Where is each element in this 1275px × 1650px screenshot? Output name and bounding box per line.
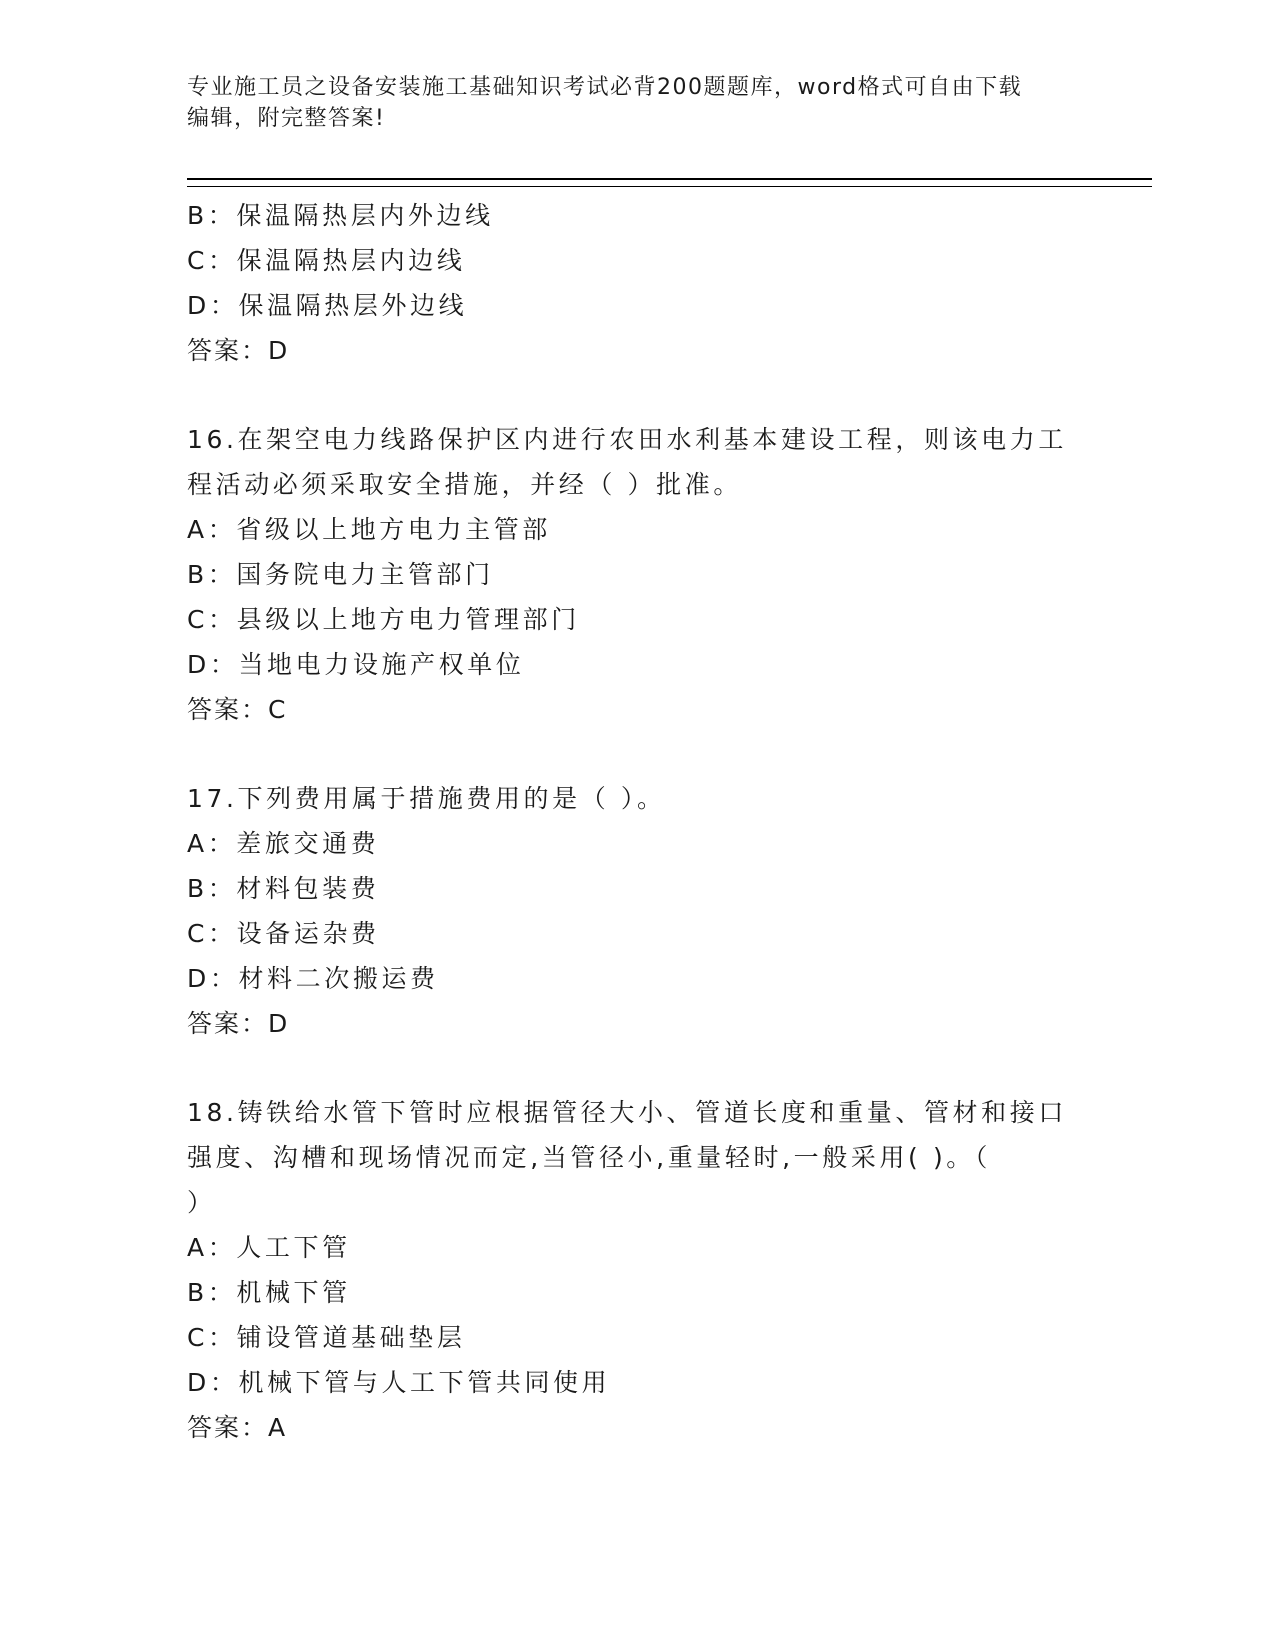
question-16	[187, 417, 1152, 732]
answer: 答案：A	[187, 1413, 288, 1442]
option-d: D：材料二次搬运费	[187, 964, 439, 993]
question-stem-line-2: 程活动必须采取安全措施，并经（ ）批准。	[187, 470, 742, 499]
question-stem-line-1: 18.铸铁给水管下管时应根据管径大小、管道长度和重量、管材和接口	[187, 1098, 1067, 1127]
option-c: C：设备运杂费	[187, 919, 380, 948]
document-page	[187, 72, 1152, 1450]
answer: 答案：D	[187, 336, 290, 365]
option-c: C：县级以上地方电力管理部门	[187, 605, 580, 634]
header-line-2: 编辑，附完整答案!	[187, 106, 386, 131]
option-b: B：保温隔热层内外边线	[187, 201, 494, 230]
document-header	[187, 72, 1067, 134]
option-a: A：差旅交通费	[187, 829, 380, 858]
answer: 答案：D	[187, 1009, 290, 1038]
option-b: B：国务院电力主管部门	[187, 560, 494, 589]
option-a: A：人工下管	[187, 1233, 351, 1262]
spacer	[187, 1046, 1152, 1090]
question-stem-line-1: 17.下列费用属于措施费用的是（ ）。	[187, 784, 666, 813]
question-stem-line-3: ）	[187, 1188, 216, 1217]
option-d: D：机械下管与人工下管共同使用	[187, 1368, 611, 1397]
spacer	[187, 732, 1152, 776]
option-b: B：材料包装费	[187, 874, 380, 903]
option-d: D：当地电力设施产权单位	[187, 650, 525, 679]
question-18	[187, 1090, 1152, 1450]
option-d: D：保温隔热层外边线	[187, 291, 468, 320]
header-line-1: 专业施工员之设备安装施工基础知识考试必背200题题库，word格式可自由下载	[187, 75, 1023, 100]
question-stem-line-2: 强度、沟槽和现场情况而定,当管径小,重量轻时,一般采用( )。（	[187, 1143, 991, 1172]
question-15-tail	[187, 193, 1152, 373]
spacer	[187, 373, 1152, 417]
header-divider	[187, 178, 1152, 187]
option-c: C：保温隔热层内边线	[187, 246, 466, 275]
option-c: C：铺设管道基础垫层	[187, 1323, 466, 1352]
question-17	[187, 776, 1152, 1046]
question-stem-line-1: 16.在架空电力线路保护区内进行农田水利基本建设工程，则该电力工	[187, 425, 1067, 454]
option-a: A：省级以上地方电力主管部	[187, 515, 551, 544]
answer: 答案：C	[187, 695, 288, 724]
option-b: B：机械下管	[187, 1278, 351, 1307]
